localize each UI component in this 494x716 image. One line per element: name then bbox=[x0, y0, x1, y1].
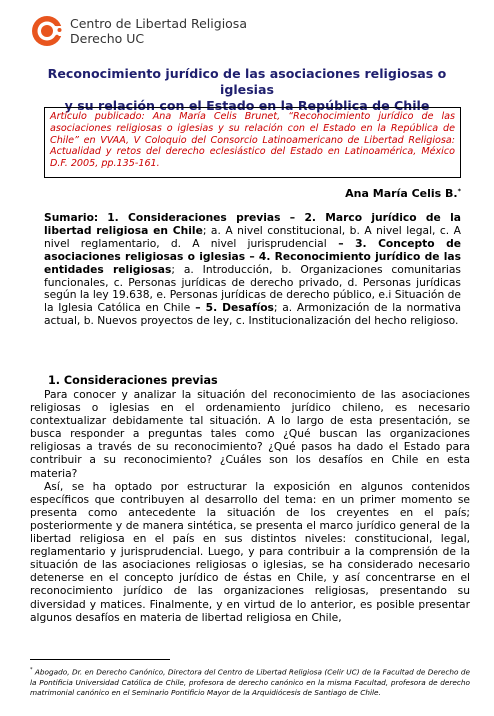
footnote-mark: * bbox=[30, 667, 33, 673]
celir-logo-icon bbox=[30, 14, 64, 48]
summary-section-4: 4. Reconocimiento jurídico de las entidades religiosas bbox=[44, 249, 461, 276]
summary-dash: – bbox=[326, 236, 356, 250]
footnote-divider bbox=[30, 659, 170, 660]
page-header bbox=[30, 14, 247, 48]
footnote-text: Abogado, Dr. en Derecho Canónico, Directora del Centro de Libertad Religiosa (Celir UC) de la Facultad de Derecho de la Pontificia Universidad Católica de Chile, profesora de derecho canónico en la misma Facultad, profesora de derecho matrimonial canónico en el Seminario Pontificio Mayor de la Arquidiócesis de Santiago de Chile. bbox=[30, 667, 470, 697]
summary-label: Sumario: bbox=[44, 211, 99, 224]
section-1-heading: 1. Consideraciones previas bbox=[48, 374, 218, 387]
title-line2: y su relación con el Estado en la República de Chile bbox=[64, 98, 430, 113]
summary-section-5: 5. Desafíos bbox=[205, 301, 274, 315]
summary-block bbox=[44, 212, 461, 328]
summary-section-2-items: ; a. A nivel constitucional, b. A nivel legal, c. A nivel reglamentario, d. A nivel jurisprudencial bbox=[44, 223, 461, 250]
paragraph: Así, se ha optado por estructurar la exposición en algunos contenidos específicos que contribuyen al desarrollo del tema: en un primer momento se presenta como antecedente la situación de los creyentes en el país; posteriormente y de manera sintética, se presenta el marco jurídico general de la libertad religiosa en el país en sus distintos niveles: constitucional, legal, reglamentario y jurisprudencial. Luego, y para contribuir a la comprensión de la situación de las asociaciones religiosas o iglesias, se ha considerado necesario detenerse en el concepto jurídico de éstas en Chile, y así concentrarse en el reconocimiento jurídico de las organizaciones religiosas, presentando su diversidad y matices. Finalmente, y en virtud de lo anterior, es posible presentar algunos desafíos en materia de libertad religiosa en Chile, bbox=[30, 479, 470, 624]
org-name-line1: Centro de Libertad Religiosa bbox=[70, 16, 247, 31]
org-name bbox=[70, 16, 247, 46]
summary-section-2: 2. Marco jurídico de la libertad religiosa en Chile bbox=[44, 211, 461, 237]
section-1-body bbox=[30, 388, 470, 624]
org-name-line2: Derecho UC bbox=[70, 31, 145, 46]
paragraph: Para conocer y analizar la situación del reconocimiento de las asociaciones religiosas o iglesias en el ordenamiento jurídico chileno, es necesario contextualizar debidamente tal situación. A lo largo de esta presentación, se busca responder a preguntas tales como ¿Qué buscan las organizaciones religiosas a través de su reconocimiento? ¿Qué pasos ha dado el Estado para contribuir a su reconocimiento? ¿Cuáles son los desafíos en Chile en esta materia? bbox=[30, 388, 470, 480]
publication-note-text: Artículo publicado: Ana María Celis Brunet, “Reconocimiento jurídico de las asociaciones religiosas o iglesias y su relación con el Estado en la República de Chile” en VVAA, V Coloquio del Consorcio Latinoamericano de Libertad Religiosa: Actualidad y retos del derecho eclesiástico del Estado en Latinoamérica, México D.F. 2005, pp.135-161. bbox=[50, 111, 455, 170]
author-name: Ana María Celis B. bbox=[345, 187, 458, 200]
summary-section-5-items: ; a. Armonización de la normativa actual, b. Nuevos proyectos de ley, c. Institucionalización del hecho religioso. bbox=[44, 301, 461, 328]
summary-section-4-items: ; a. Introducción, b. Organizaciones comunitarias funcionales, c. Personas jurídicas de derecho privado, d. Personas jurídicas según la ley 19.638, e. Personas jurídicas de derecho público, e.i Situación de la Iglesia Católica en Chile bbox=[44, 262, 461, 315]
summary-dash: – bbox=[245, 249, 259, 263]
footnote bbox=[30, 665, 470, 698]
author-line bbox=[345, 187, 461, 200]
summary-dash: – bbox=[190, 301, 206, 315]
publication-note-box bbox=[44, 107, 461, 178]
summary-section-3: 3. Concepto de asociaciones religiosas o iglesias bbox=[44, 236, 461, 263]
author-footnote-mark: * bbox=[457, 187, 461, 195]
summary-dash: – bbox=[280, 211, 305, 224]
summary-section-1: 1. Consideraciones previas bbox=[107, 211, 281, 224]
title-line1: Reconocimiento jurídico de las asociaciones religiosas o iglesias bbox=[47, 66, 447, 97]
